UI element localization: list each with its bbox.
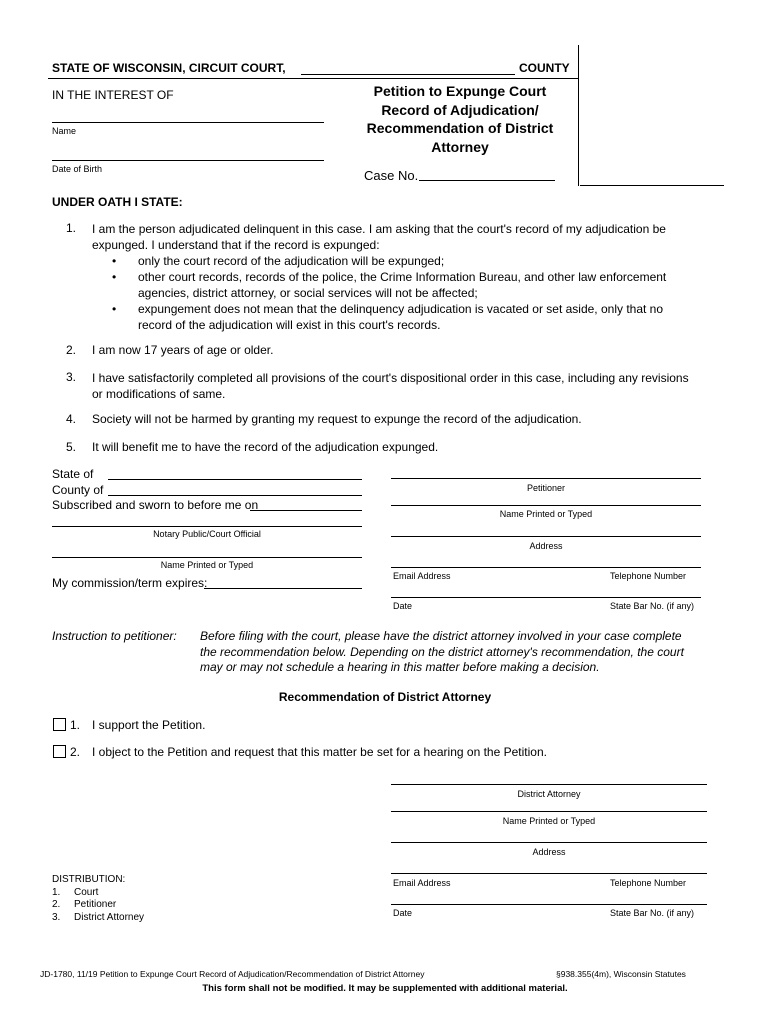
petitioner-contact-field[interactable] <box>391 567 701 568</box>
da-name-field[interactable] <box>391 811 707 812</box>
petitioner-date-field[interactable] <box>391 597 701 598</box>
da-bar-label: State Bar No. (if any) <box>610 908 695 918</box>
object-checkbox[interactable] <box>53 745 66 758</box>
notary-official-label: Notary Public/Court Official <box>153 529 261 539</box>
bullet-list <box>112 253 666 333</box>
da-label: District Attorney <box>517 789 581 799</box>
modification-notice: This form shall not be modified. It may be supplemented with additional material. <box>202 983 568 994</box>
commission-label: My commission/term expires: <box>52 576 208 590</box>
list-item: • expungement does not mean that the delinquency adjudication is vacated or set aside, only that no record of the adjudication will exist in this court's records. <box>112 302 664 332</box>
option-2-number: 2. <box>70 745 81 759</box>
da-signature-field[interactable] <box>391 784 707 785</box>
county-field[interactable] <box>301 74 515 75</box>
petitioner-name-label: Name Printed or Typed <box>499 509 593 519</box>
item-4-number: 4. <box>66 412 77 426</box>
da-name-label: Name Printed or Typed <box>502 816 596 826</box>
item-2-number: 2. <box>66 343 77 357</box>
da-email-label: Email Address <box>393 878 451 888</box>
item-1-number: 1. <box>66 221 77 235</box>
case-no-field[interactable] <box>419 180 555 181</box>
support-checkbox[interactable] <box>53 718 66 731</box>
notary-name-field[interactable] <box>52 557 362 558</box>
petitioner-date-label: Date <box>393 601 413 611</box>
bullet-icon: • <box>112 302 117 316</box>
dob-field[interactable] <box>52 160 324 161</box>
petitioner-signature-field[interactable] <box>391 478 701 479</box>
county-of-label: County of <box>52 483 104 497</box>
da-contact-field[interactable] <box>391 873 707 874</box>
distribution <box>52 874 144 924</box>
list-item: 3. District Attorney <box>52 911 145 923</box>
option-1-number: 1. <box>70 718 81 732</box>
list-item: • only the court record of the adjudication will be expunged; <box>112 254 445 268</box>
item-5-text: It will benefit me to have the record of the adjudication expunged. <box>92 440 439 454</box>
distribution-label: DISTRIBUTION: <box>52 874 126 885</box>
list-item: 2. Petitioner <box>52 899 117 910</box>
subscribed-date-field[interactable] <box>250 510 362 511</box>
oath-heading: UNDER OATH I STATE: <box>52 195 183 209</box>
da-address-label: Address <box>532 847 566 857</box>
bullet-icon: • <box>112 270 117 284</box>
form-id: JD-1780, 11/19 Petition to Expunge Court Record of Adjudication/Recommendation of District Attorney <box>40 969 425 979</box>
petitioner-label: Petitioner <box>526 483 566 493</box>
list-item: 1. Court <box>52 886 99 898</box>
case-no-label: Case No. <box>364 168 419 183</box>
petitioner-bar-label: State Bar No. (if any) <box>610 601 695 611</box>
court-caption: STATE OF WISCONSIN, CIRCUIT COURT, <box>52 61 286 75</box>
item-3-number: 3. <box>66 370 77 384</box>
bullet-icon: • <box>112 254 117 268</box>
notary-name-label: Name Printed or Typed <box>160 560 254 570</box>
notary-signature-field[interactable] <box>52 526 362 527</box>
item-4-text: Society will not be harmed by granting my request to expunge the record of the adjudication. <box>92 412 582 426</box>
commission-field[interactable] <box>204 588 362 589</box>
da-date-label: Date <box>393 908 413 918</box>
state-of-label: State of <box>52 467 94 481</box>
item-1-text: I am the person adjudicated delinquent in this case. I am asking that the court's record of my adjudication be expunged. I understand that if the record is expunged: <box>92 222 666 252</box>
da-date-field[interactable] <box>391 904 707 905</box>
da-telephone-label: Telephone Number <box>610 878 687 888</box>
county-label: COUNTY <box>519 61 570 75</box>
county-of-field[interactable] <box>108 495 362 496</box>
da-address-field[interactable] <box>391 842 707 843</box>
name-label: Name <box>52 126 77 136</box>
petitioner-address-label: Address <box>529 541 563 551</box>
option-1-text: I support the Petition. <box>92 718 206 732</box>
item-3-text: I have satisfactorily completed all provisions of the court's dispositional order in this case, including any revisions or modifications of same. <box>92 371 689 401</box>
petitioner-name-field[interactable] <box>391 505 701 506</box>
form-title: Petition to Expunge Court Record of Adjudication/ Recommendation of District Attorney <box>366 83 554 155</box>
item-2-text: I am now 17 years of age or older. <box>92 343 274 357</box>
instruction-label: Instruction to petitioner: <box>52 629 177 643</box>
dob-label: Date of Birth <box>52 164 103 174</box>
petitioner-telephone-label: Telephone Number <box>610 571 687 581</box>
header-rule <box>48 78 578 79</box>
item-5-number: 5. <box>66 440 77 454</box>
state-of-field[interactable] <box>108 479 362 480</box>
option-2-text: I object to the Petition and request that this matter be set for a hearing on the Petition. <box>92 745 547 759</box>
instruction-text: Before filing with the court, please have the district attorney involved in your case complete the recommendation below. Depending on the district attorney's recommendation, the court may or may not schedule a hearing in this matter before making a decision. <box>200 629 684 674</box>
petitioner-email-label: Email Address <box>393 571 451 581</box>
name-field[interactable] <box>52 122 324 123</box>
statute-reference: §938.355(4m), Wisconsin Statutes <box>556 969 686 979</box>
header-right-rule <box>580 185 724 186</box>
list-item: • other court records, records of the police, the Crime Information Bureau, and other law enforcement agencies, district attorney, or social services will not be affected; <box>112 270 667 300</box>
petitioner-address-field[interactable] <box>391 536 701 537</box>
recommendation-heading: Recommendation of District Attorney <box>278 690 492 704</box>
subscribed-label: Subscribed and sworn to before me on <box>52 498 259 512</box>
in-interest-label: IN THE INTEREST OF <box>52 88 174 102</box>
